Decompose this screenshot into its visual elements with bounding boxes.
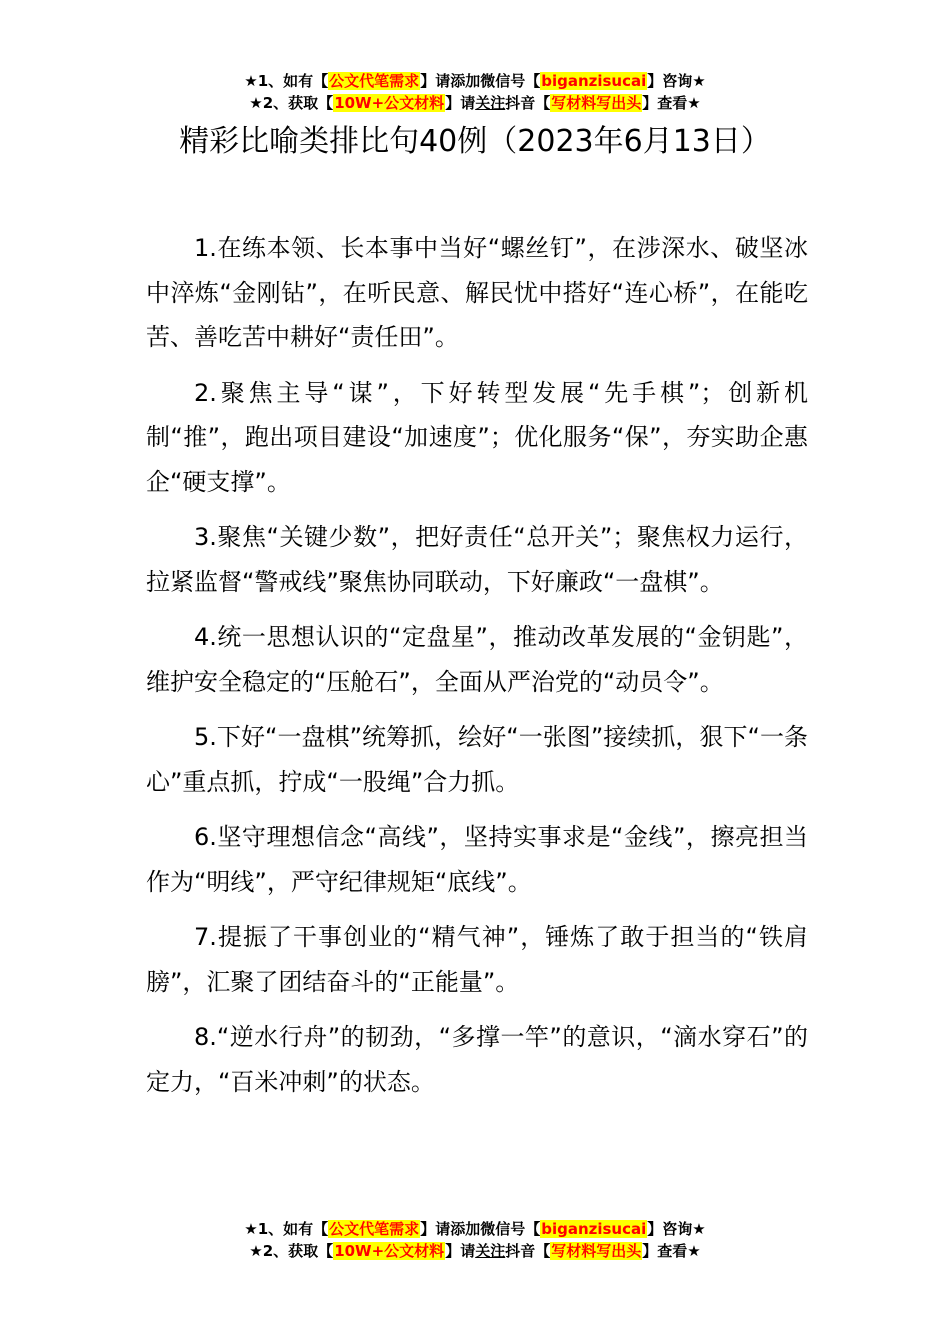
paragraph: 2.聚焦主导“谋”，下好转型发展“先手棋”；创新机制“推”，跑出项目建设“加速度”；优化服务“保”，夯实助企惠企“硬支撑”。 xyxy=(146,378,808,496)
promo-highlight: 10W+公文材料 xyxy=(334,94,445,112)
promo-highlight: 10W+公文材料 xyxy=(334,1242,445,1260)
promo-text: ★1、如有【 xyxy=(244,72,329,90)
promo-line-1 xyxy=(0,1218,950,1240)
document-title: 精彩比喻类排比句40例（2023年6月13日） xyxy=(179,124,771,159)
promo-text: ★2、获取【 xyxy=(249,1242,334,1260)
promo-text: 】请添加微信号【 xyxy=(420,1220,541,1238)
paragraph: 8.“逆水行舟”的韧劲，“多撑一竿”的意识，“滴水穿石”的定力，“百米冲刺”的状态。 xyxy=(146,1023,808,1096)
promo-text: 】请添加微信号【 xyxy=(420,72,541,90)
promo-underlined-text: 关注 xyxy=(475,1242,506,1260)
paragraph: 6.坚守理想信念“高线”，坚持实事求是“金线”，擦亮担当作为“明线”，严守纪律规矩“底线”。 xyxy=(146,823,808,896)
promo-line-2 xyxy=(0,1240,950,1262)
promo-underlined-text: 关注 xyxy=(475,94,506,112)
promo-banner-top xyxy=(0,70,950,114)
paragraph: 1.在练本领、长本事中当好“螺丝钉”，在涉深水、破坚冰中淬炼“金刚钻”，在听民意、解民忧中搭好“连心桥”，在能吃苦、善吃苦中耕好“责任田”。 xyxy=(146,234,808,351)
wechat-id-highlight: biganzisucai xyxy=(541,1220,647,1238)
promo-text: ★2、获取【 xyxy=(249,94,334,112)
promo-text: 】查看★ xyxy=(642,94,701,112)
paragraph: 5.下好“一盘棋”统筹抓，绘好“一张图”接续抓，狠下“一条心”重点抓，拧成“一股绳”合力抓。 xyxy=(146,723,808,796)
douyin-id-highlight: 写材料写出头 xyxy=(551,94,642,112)
promo-text: 】咨询★ xyxy=(647,1220,706,1238)
promo-highlight: 公文代笔需求 xyxy=(329,1220,420,1238)
promo-text: 】请 xyxy=(445,1242,476,1260)
paragraph: 3.聚焦“关键少数”，把好责任“总开关”；聚焦权力运行，拉紧监督“警戒线”聚焦协同联动，下好廉政“一盘棋”。 xyxy=(146,523,808,596)
paragraph: 7.提振了干事创业的“精气神”，锤炼了敢于担当的“铁肩膀”，汇聚了团结奋斗的“正能量”。 xyxy=(146,923,808,996)
paragraph: 4.统一思想认识的“定盘星”，推动改革发展的“金钥匙”，维护安全稳定的“压舱石”，全面从严治党的“动员令”。 xyxy=(146,623,808,696)
promo-text: 】查看★ xyxy=(642,1242,701,1260)
promo-line-2 xyxy=(0,92,950,114)
promo-text: 抖音【 xyxy=(505,1242,551,1260)
promo-banner-bottom xyxy=(0,1218,950,1262)
wechat-id-highlight: biganzisucai xyxy=(541,72,647,90)
document-body xyxy=(146,226,808,1115)
promo-text: 抖音【 xyxy=(505,94,551,112)
promo-highlight: 公文代笔需求 xyxy=(329,72,420,90)
promo-text: ★1、如有【 xyxy=(244,1220,329,1238)
promo-line-1 xyxy=(0,70,950,92)
promo-text: 】请 xyxy=(445,94,476,112)
promo-text: 】咨询★ xyxy=(647,72,706,90)
douyin-id-highlight: 写材料写出头 xyxy=(551,1242,642,1260)
